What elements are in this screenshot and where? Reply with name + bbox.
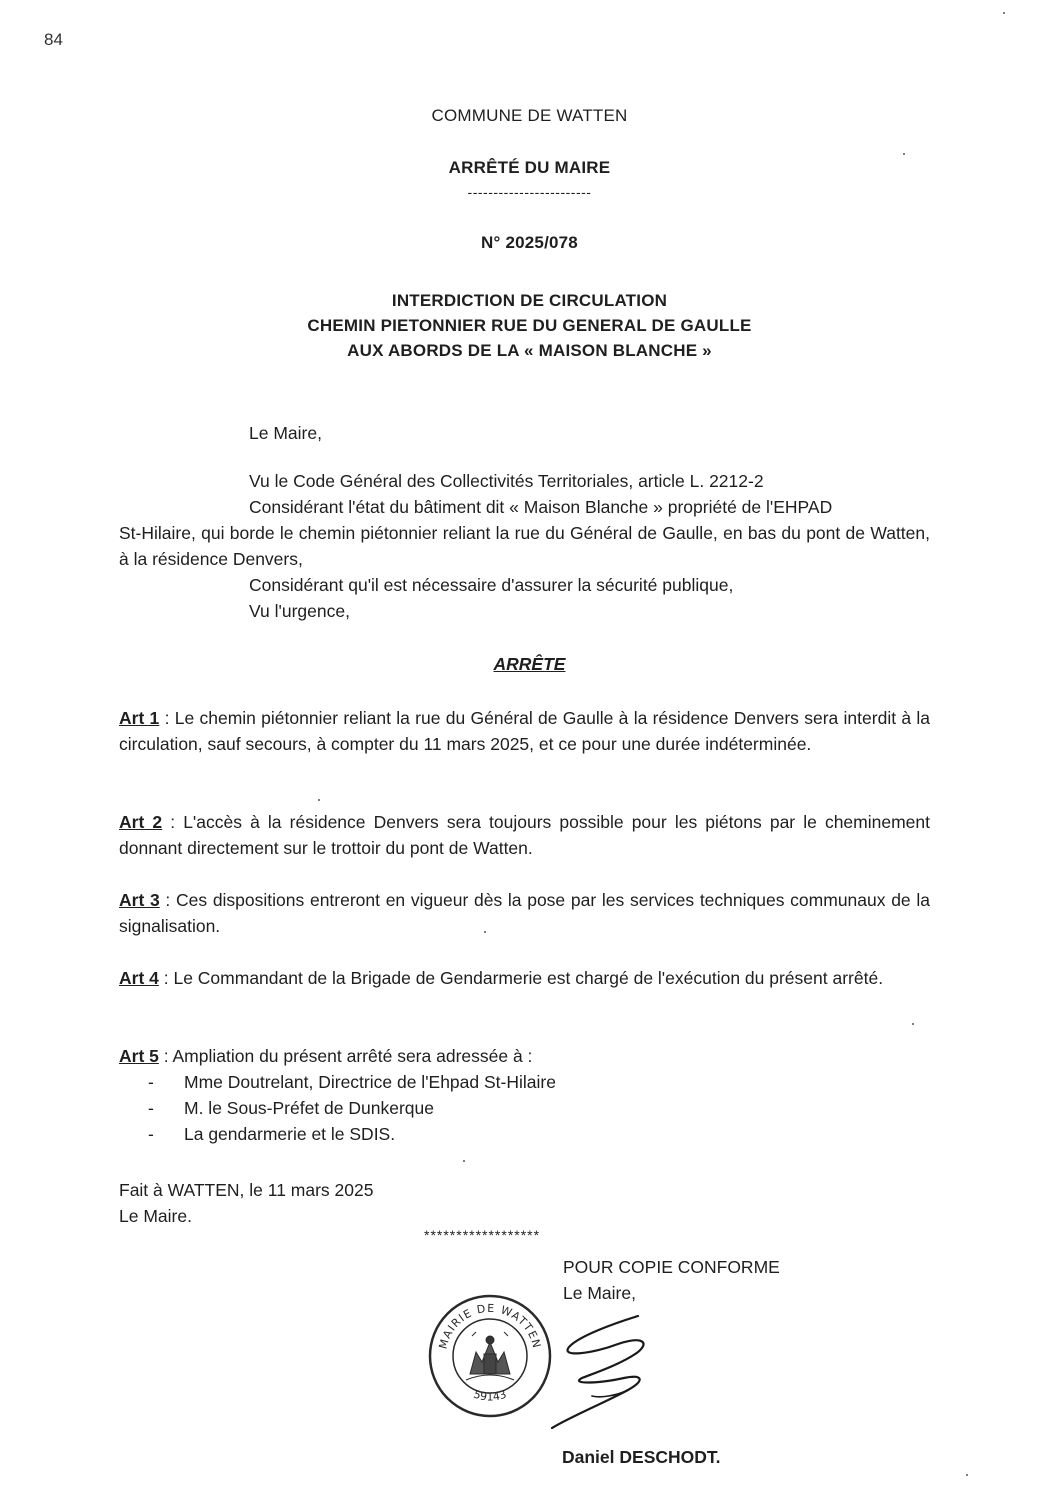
scan-speck bbox=[903, 153, 905, 155]
recipient-list bbox=[148, 1069, 556, 1147]
scan-speck bbox=[463, 1160, 465, 1162]
subject-line: INTERDICTION DE CIRCULATION bbox=[391, 291, 668, 310]
preamble-vu-code: Vu le Code Général des Collectivités Territoriales, article L. 2212-2 bbox=[249, 471, 764, 491]
title-separator: ------------------------ bbox=[467, 184, 592, 200]
preamble-intro: Le Maire, bbox=[249, 423, 322, 443]
decision-heading: ARRÊTE bbox=[493, 654, 566, 674]
closing-signatory-role: Le Maire. bbox=[119, 1206, 192, 1226]
scan-speck bbox=[484, 931, 486, 933]
article-label: Art 4 bbox=[119, 968, 159, 988]
article-1 bbox=[119, 705, 930, 757]
certification-role: Le Maire, bbox=[563, 1283, 636, 1303]
decree-number: N° 2025/078 bbox=[481, 233, 578, 252]
mayor-signature bbox=[500, 1292, 700, 1452]
seal-postcode: 59143 bbox=[471, 1387, 509, 1404]
article-text: : Le Commandant de la Brigade de Gendarmerie est chargé de l'exécution du présent arrêté. bbox=[158, 968, 884, 988]
preamble-vu-urgence: Vu l'urgence, bbox=[249, 601, 350, 621]
scan-speck bbox=[912, 1023, 914, 1025]
article-text: : Le chemin piétonnier reliant la rue du Général de Gaulle à la résidence Denvers sera interdit à la circulation, sauf secours, à compter du 11 mars 2025, et ce pour une durée indéterminée. bbox=[119, 708, 930, 754]
seal-top-text: MAIRIE DE WATTEN bbox=[436, 1301, 544, 1351]
scan-speck bbox=[1003, 12, 1005, 14]
article-text: : Ces dispositions entreront en vigueur dès la pose par les services techniques communaux de la signalisation. bbox=[119, 890, 930, 936]
article-3 bbox=[119, 887, 930, 939]
preamble-considerant-2: Considérant qu'il est nécessaire d'assurer la sécurité publique, bbox=[249, 575, 734, 595]
article-2 bbox=[119, 809, 930, 861]
article-5 bbox=[119, 1043, 930, 1069]
subject-line: CHEMIN PIETONNIER RUE DU GENERAL DE GAULLE bbox=[307, 316, 752, 335]
list-item: - Mme Doutrelant, Directrice de l'Ehpad St-Hilaire bbox=[148, 1069, 556, 1095]
list-item: - La gendarmerie et le SDIS. bbox=[148, 1121, 556, 1147]
commune-heading: COMMUNE DE WATTEN bbox=[431, 106, 628, 125]
article-text: : Ampliation du présent arrêté sera adressée à : bbox=[158, 1046, 533, 1066]
article-label: Art 3 bbox=[119, 890, 160, 910]
article-text: : L'accès à la résidence Denvers sera toujours possible pour les piétons par le cheminement donnant directement sur le trottoir du pont de Watten. bbox=[119, 812, 931, 858]
signatory-name: Daniel DESCHODT. bbox=[562, 1447, 721, 1467]
certification-stars: ****************** bbox=[424, 1227, 541, 1243]
list-item: - M. le Sous-Préfet de Dunkerque bbox=[148, 1095, 556, 1121]
page-number: 84 bbox=[44, 30, 63, 49]
article-label: Art 2 bbox=[119, 812, 163, 832]
certification-label: POUR COPIE CONFORME bbox=[563, 1257, 780, 1277]
document-title: ARRÊTÉ DU MAIRE bbox=[448, 158, 611, 177]
article-4 bbox=[119, 965, 930, 991]
decree-subject bbox=[0, 288, 1059, 363]
preamble-considerant-1-continuation: St-Hilaire, qui borde le chemin piétonnier reliant la rue du Général de Gaulle, en bas du pont de Watten, à la résidence Denvers, bbox=[119, 523, 930, 569]
preamble-considerant-1: Considérant l'état du bâtiment dit « Maison Blanche » propriété de l'EHPAD bbox=[249, 497, 833, 517]
article-label: Art 1 bbox=[119, 708, 160, 728]
scan-speck bbox=[318, 799, 320, 801]
subject-line: AUX ABORDS DE LA « MAISON BLANCHE » bbox=[347, 341, 712, 360]
scan-speck bbox=[966, 1474, 968, 1476]
closing-place-date: Fait à WATTEN, le 11 mars 2025 bbox=[119, 1180, 374, 1200]
article-label: Art 5 bbox=[119, 1046, 159, 1066]
